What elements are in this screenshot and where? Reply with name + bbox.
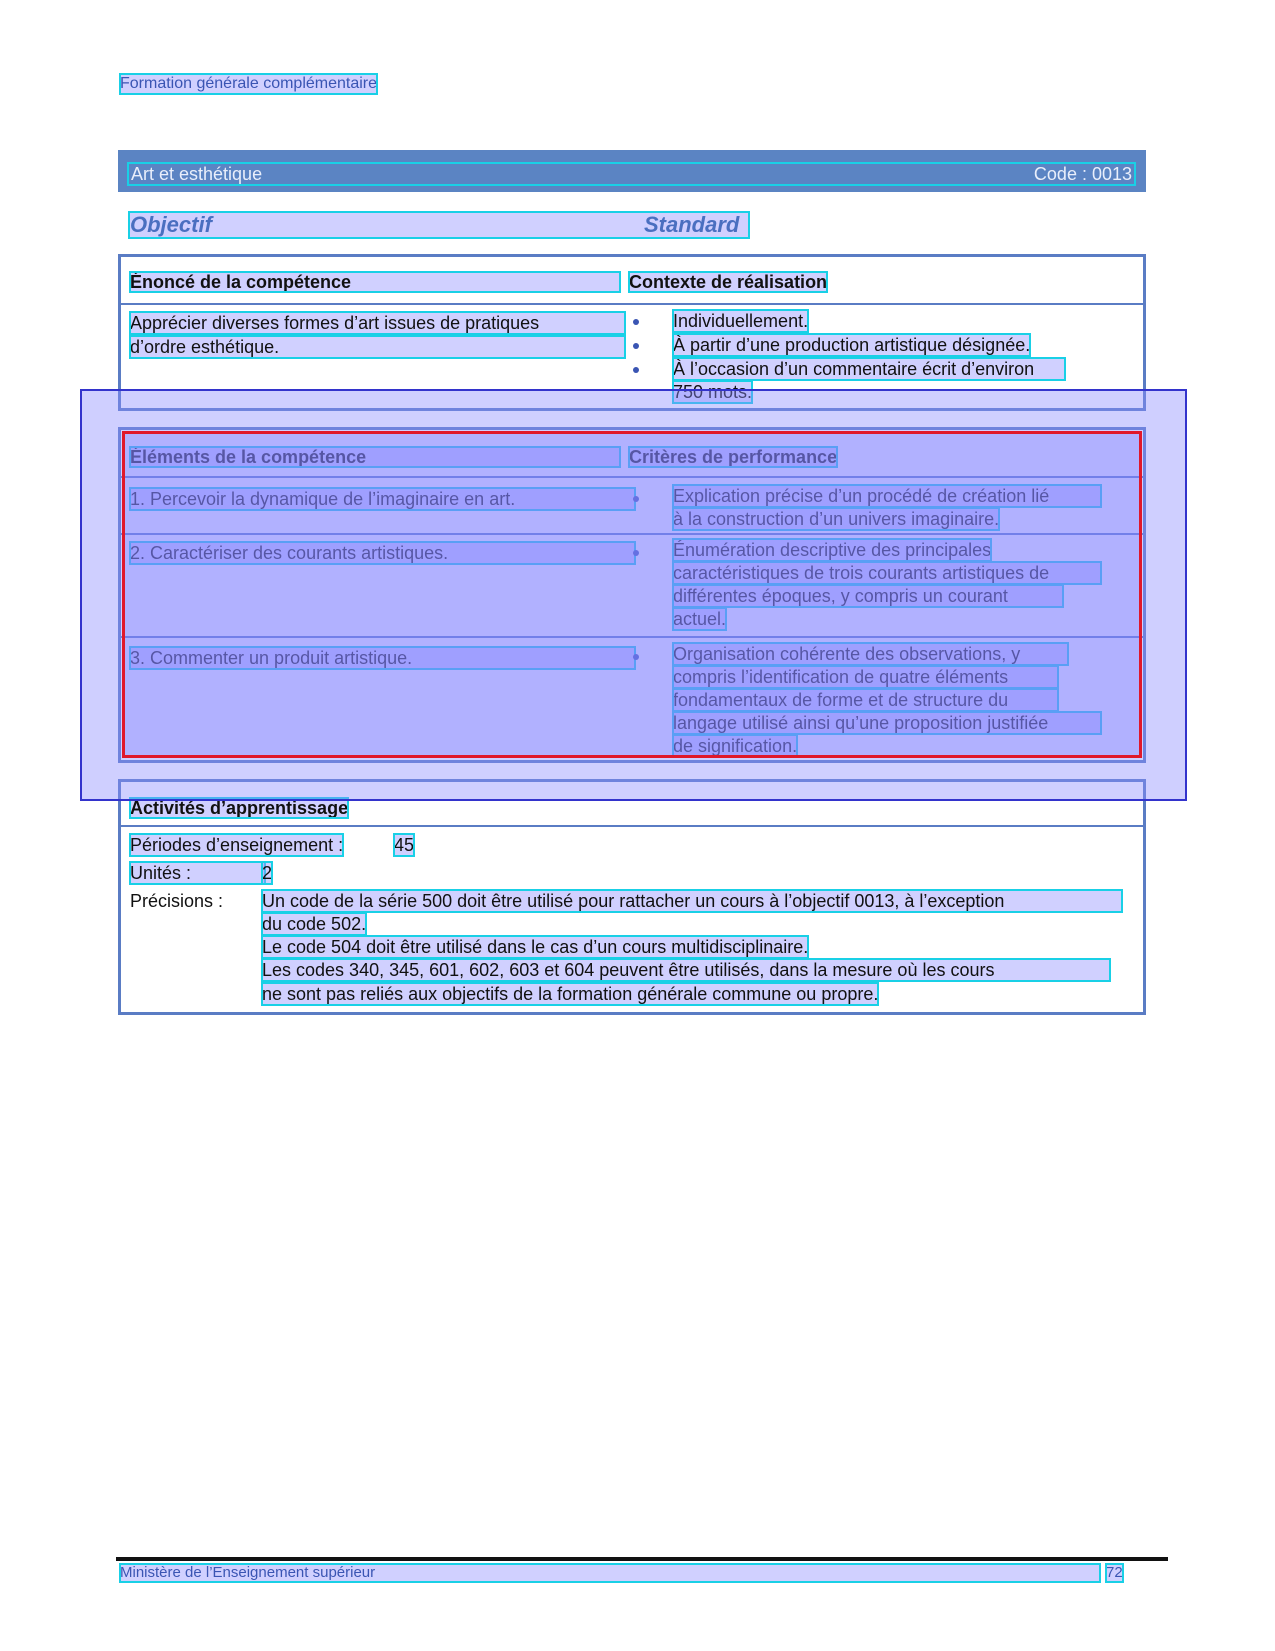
competence-line-2: d’ordre esthétique.: [130, 336, 625, 358]
enonce-col-header: Énoncé de la compétence: [130, 272, 620, 292]
footer-ministry: Ministère de l’Enseignement supérieur: [120, 1564, 1100, 1582]
competence-line-1: Apprécier diverses formes d’art issues de pratiques: [130, 312, 625, 334]
criterion-line: Explication précise d’un procédé de création lié: [673, 485, 1101, 507]
bullet-icon: [633, 496, 639, 502]
criterion-line: à la construction d’un univers imaginaire.: [673, 509, 1000, 529]
contexte-item: À partir d’une production artistique désignée.: [673, 335, 1031, 355]
row-divider: [121, 636, 1143, 638]
criterion-line: caractéristiques de trois courants artistiques de: [673, 562, 1101, 584]
enonce-header-row: [121, 257, 1143, 305]
criterion-line: Énumération descriptive des principales: [673, 540, 992, 560]
criterion-line: fondamentaux de forme et de structure du: [673, 689, 1058, 711]
bullet-icon: [633, 550, 639, 556]
contexte-item: À l’occasion d’un commentaire écrit d’environ: [673, 358, 1065, 380]
row-divider: [121, 533, 1143, 535]
periodes-label: Périodes d’enseignement :: [130, 835, 344, 855]
activites-header: Activités d’apprentissage: [130, 798, 349, 818]
criterion-line: actuel.: [673, 609, 727, 629]
standard-heading: Standard: [644, 212, 740, 237]
bullet-icon: [633, 319, 639, 325]
periodes-value: 45: [394, 835, 415, 855]
precision-line: du code 502.: [262, 914, 367, 934]
activites-header-row: [121, 782, 1143, 827]
contexte-item: Individuellement.: [673, 311, 809, 331]
enonce-table: [118, 254, 1146, 411]
objectif-heading: Objectif: [130, 212, 212, 237]
precision-line: ne sont pas reliés aux objectifs de la formation générale commune ou propre.: [262, 984, 879, 1004]
page-number: 72: [1106, 1564, 1123, 1581]
activites-table: [118, 779, 1146, 1015]
precision-line: Un code de la série 500 doit être utilisé pour rattacher un cours à l’objectif 0013, à l’exception: [262, 890, 1122, 912]
bullet-icon: [633, 367, 639, 373]
elements-header-row: [121, 430, 1143, 478]
unites-value: 2: [262, 863, 273, 883]
criterion-line: langage utilisé ainsi qu’une proposition justifiée: [673, 712, 1101, 734]
element-item: 3. Commenter un produit artistique.: [130, 647, 635, 669]
criterion-line: compris l’identification de quatre éléments: [673, 666, 1058, 688]
precision-line: Le code 504 doit être utilisé dans le cas d’un cours multidisciplinaire.: [262, 937, 809, 957]
precision-line: Les codes 340, 345, 601, 602, 603 et 604 peuvent être utilisés, dans la mesure où les cours: [262, 959, 1110, 981]
footer-rule: [116, 1557, 1168, 1561]
element-item: 1. Percevoir la dynamique de l’imaginaire en art.: [130, 488, 635, 510]
running-header: Formation générale complémentaire: [120, 75, 378, 92]
elements-table: [118, 427, 1146, 763]
criterion-line: différentes époques, y compris un courant: [673, 585, 1063, 607]
bullet-icon: [633, 343, 639, 349]
contexte-col-header: Contexte de réalisation: [629, 272, 828, 292]
bullet-icon: [633, 654, 639, 660]
contexte-item: 750 mots.: [673, 382, 753, 402]
criterion-line: Organisation cohérente des observations, y: [673, 643, 1068, 665]
criteres-col-header: Critères de performance: [629, 447, 838, 467]
course-code: Code : 0013: [1033, 164, 1132, 184]
elements-col-header: Éléments de la compétence: [130, 447, 620, 467]
criterion-line: de signification.: [673, 736, 798, 756]
title-bar: [118, 150, 1146, 192]
precisions-label: Précisions :: [130, 891, 224, 911]
course-title: Art et esthétique: [131, 164, 263, 184]
unites-label: Unités :: [130, 862, 265, 884]
element-item: 2. Caractériser des courants artistiques.: [130, 542, 635, 564]
